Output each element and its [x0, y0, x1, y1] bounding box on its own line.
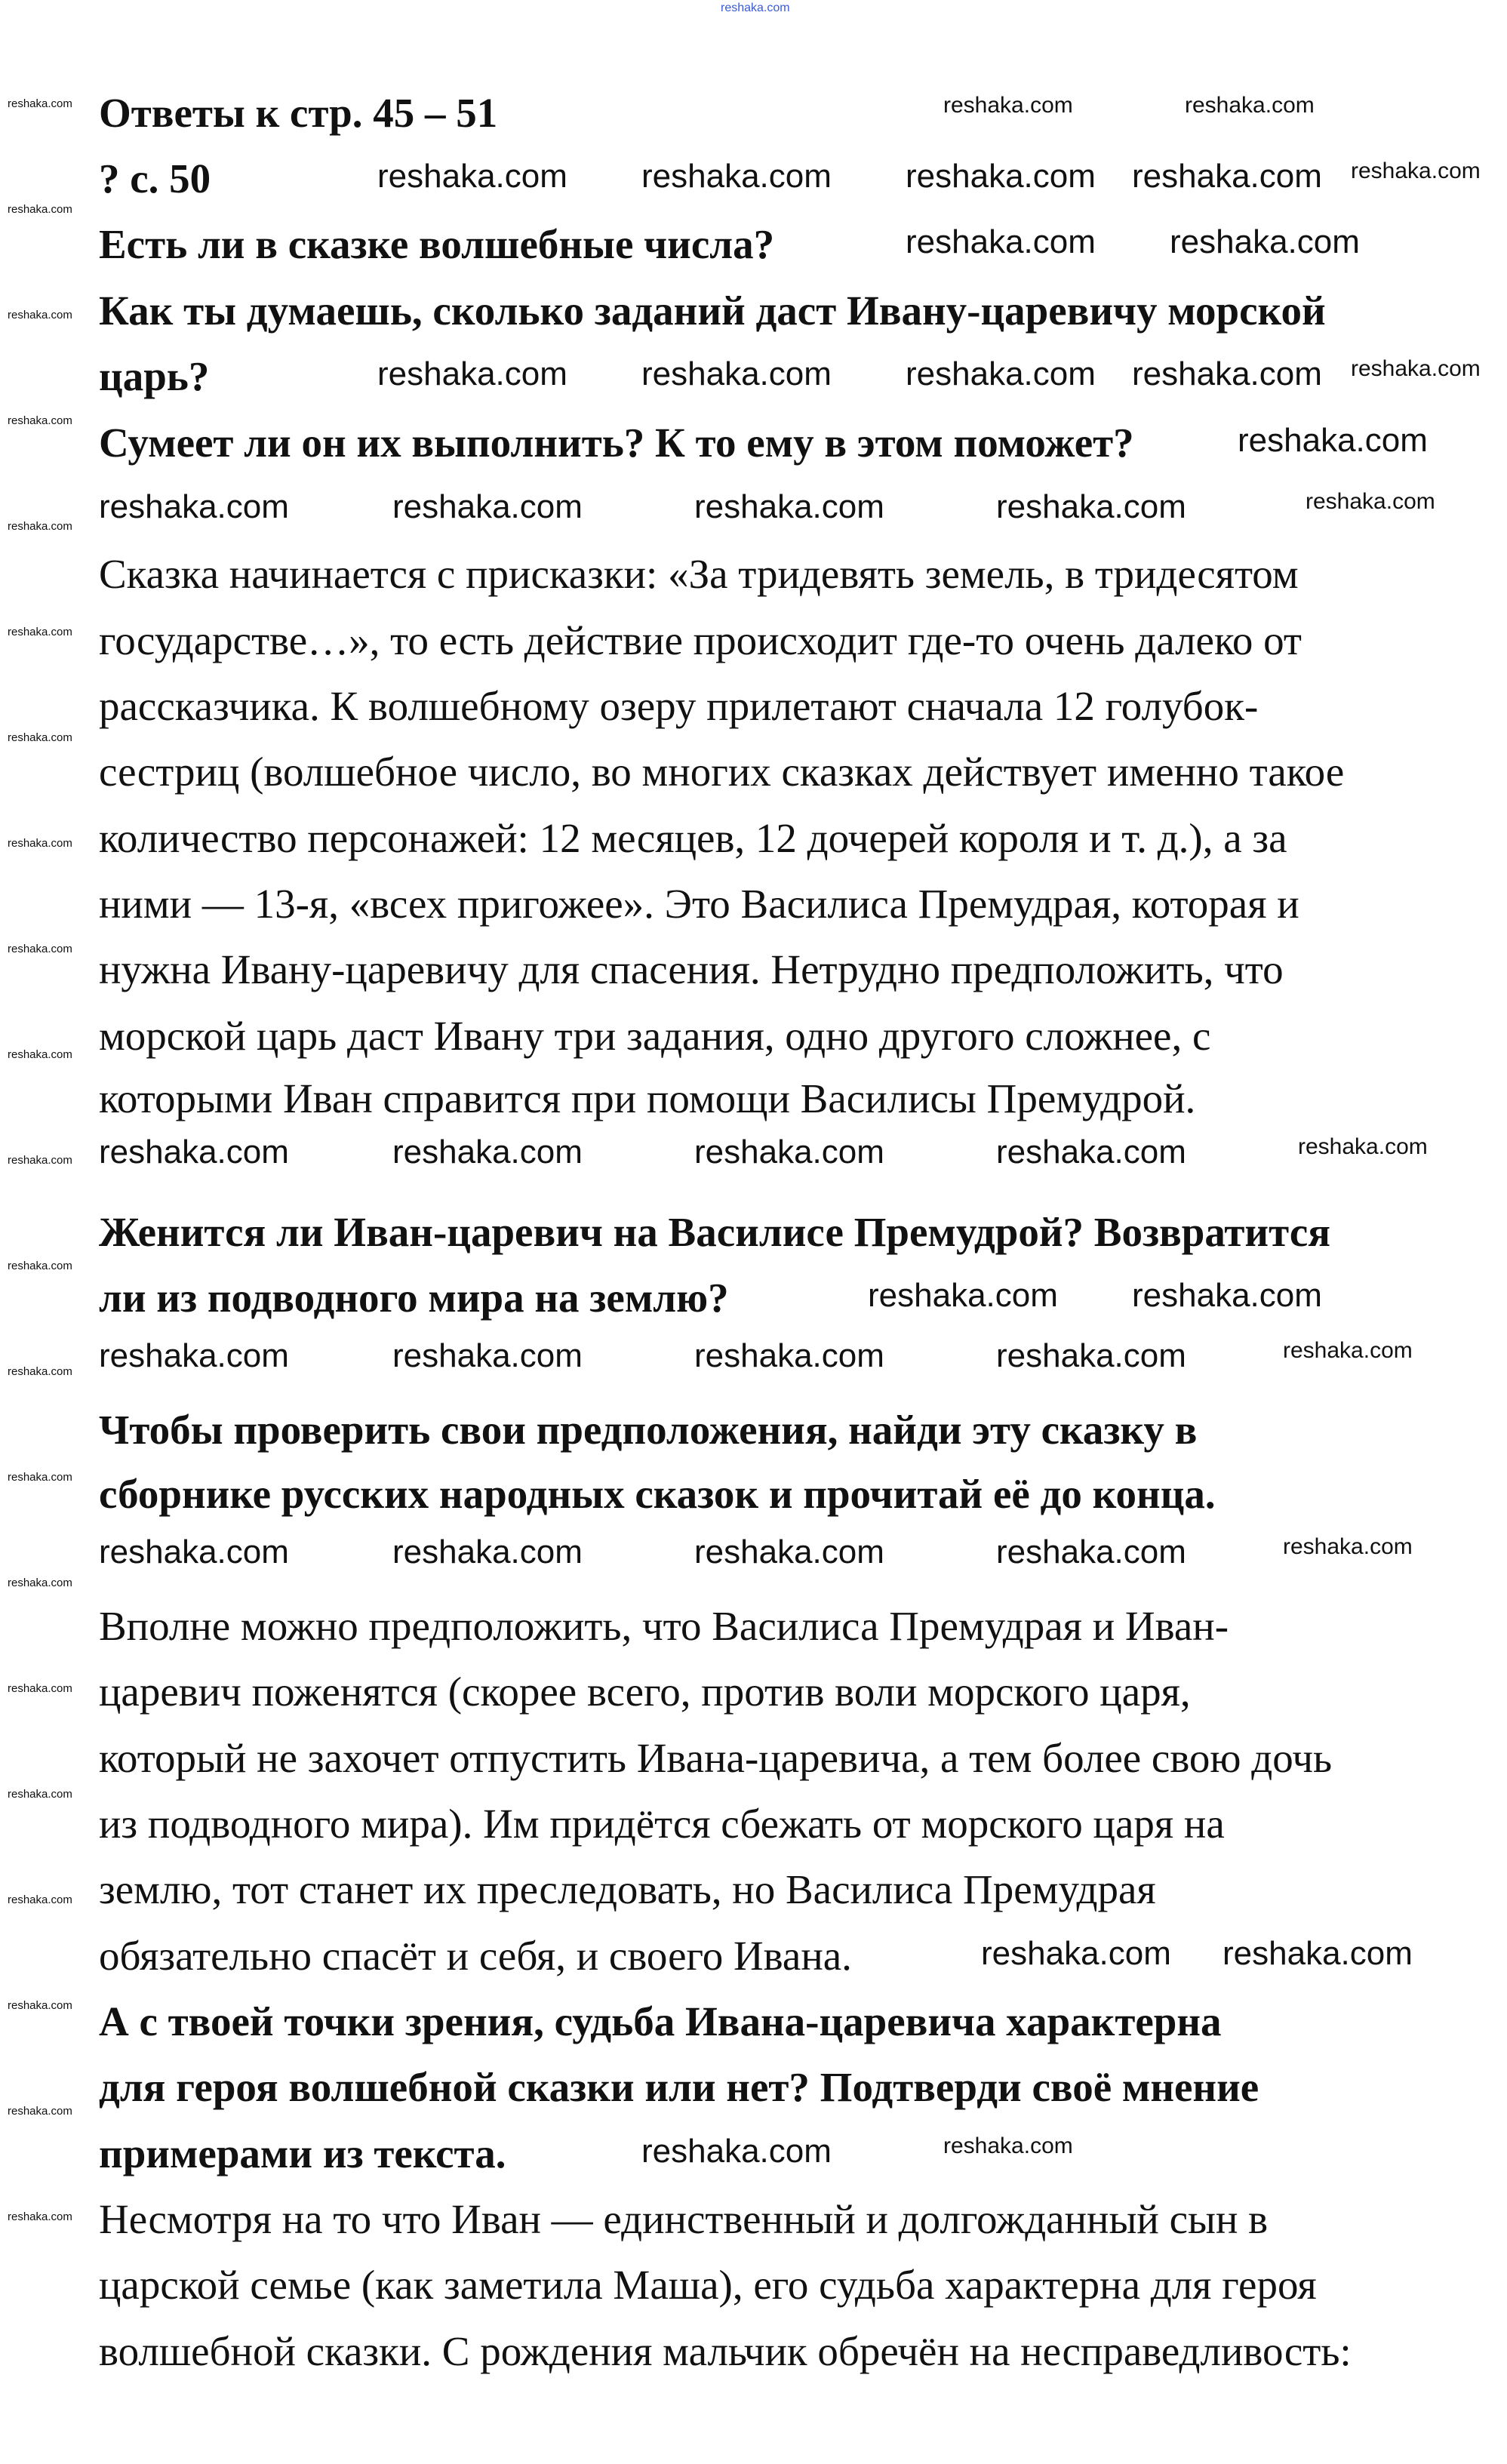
watermark: reshaka.com	[8, 2105, 72, 2118]
watermark: reshaka.com	[392, 1533, 583, 1570]
watermark: reshaka.com	[641, 158, 832, 195]
watermark: reshaka.com	[8, 943, 72, 955]
watermark: reshaka.com	[8, 1365, 72, 1378]
watermark: reshaka.com	[868, 1277, 1058, 1314]
watermark: reshaka.com	[99, 1134, 289, 1170]
question-text-line: для героя волшебной сказки или нет? Подтверди своё мнение	[99, 2064, 1259, 2110]
watermark: reshaka.com	[906, 158, 1096, 195]
watermark: reshaka.com	[1170, 223, 1360, 260]
watermark: reshaka.com	[8, 414, 72, 427]
watermark: reshaka.com	[1351, 356, 1481, 381]
watermark: reshaka.com	[906, 355, 1096, 392]
watermark: reshaka.com	[8, 1999, 72, 2012]
watermark: reshaka.com	[8, 1471, 72, 1484]
watermark: reshaka.com	[996, 1134, 1186, 1170]
watermark: reshaka.com	[996, 488, 1186, 525]
watermark: reshaka.com	[943, 2133, 1073, 2158]
watermark: reshaka.com	[392, 488, 583, 525]
question-text-line: царь?	[99, 353, 210, 399]
watermark: reshaka.com	[8, 1048, 72, 1061]
watermark: reshaka.com	[1223, 1935, 1413, 1972]
watermark: reshaka.com	[1132, 158, 1322, 195]
question-text-line: Чтобы проверить свои предположения, найди эту сказку в	[99, 1407, 1198, 1453]
question-text-line: Есть ли в сказке волшебные числа?	[99, 221, 775, 267]
watermark: reshaka.com	[8, 1788, 72, 1801]
answer-text-line: Вполне можно предположить, что Василиса Премудрая и Иван-	[99, 1603, 1229, 1649]
watermark: reshaka.com	[906, 223, 1096, 260]
answer-text-line: сестриц (волшебное число, во многих сказках действует именно такое	[99, 749, 1345, 795]
watermark: reshaka.com	[99, 488, 289, 525]
question-text-line: Женится ли Иван-царевич на Василисе Премудрой? Возвратится	[99, 1209, 1330, 1255]
watermark: reshaka.com	[694, 1533, 884, 1570]
watermark: reshaka.com	[1351, 158, 1481, 183]
watermark: reshaka.com	[99, 1337, 289, 1374]
question-text-line: ли из подводного мира на землю?	[99, 1275, 729, 1321]
answer-text-line: нужна Ивану-царевичу для спасения. Нетрудно предположить, что	[99, 946, 1284, 992]
watermark: reshaka.com	[8, 837, 72, 850]
question-text-line: Как ты думаешь, сколько заданий даст Ивану-царевичу морской	[99, 288, 1326, 334]
answer-text-line: обязательно спасёт и себя, и своего Ивана.	[99, 1933, 852, 1979]
watermark: reshaka.com	[943, 93, 1073, 118]
answer-text-line: рассказчика. К волшебному озеру прилетают сначала 12 голубок-	[99, 683, 1259, 729]
question-text-line: ? с. 50	[99, 155, 211, 201]
answer-text-line: из подводного мира). Им придётся сбежать от морского царя на	[99, 1801, 1225, 1847]
answer-text-line: царевич поженятся (скорее всего, против воли морского царя,	[99, 1669, 1191, 1715]
watermark: reshaka.com	[8, 1682, 72, 1695]
watermark: reshaka.com	[8, 520, 72, 533]
watermark: reshaka.com	[1132, 1277, 1322, 1314]
question-text-line: Ответы к стр. 45 – 51	[99, 90, 498, 136]
answer-text-line: количество персонажей: 12 месяцев, 12 дочерей короля и т. д.), а за	[99, 815, 1287, 861]
watermark: reshaka.com	[8, 309, 72, 321]
watermark: reshaka.com	[8, 203, 72, 216]
watermark: reshaka.com	[8, 2210, 72, 2223]
question-text-line: Сумеет ли он их выполнить? К то ему в этом поможет?	[99, 420, 1134, 466]
watermark: reshaka.com	[996, 1533, 1186, 1570]
watermark: reshaka.com	[8, 626, 72, 638]
watermark: reshaka.com	[1185, 93, 1315, 118]
watermark: reshaka.com	[392, 1337, 583, 1374]
watermark: reshaka.com	[694, 488, 884, 525]
question-text-line: А с твоей точки зрения, судьба Ивана-царевича характерна	[99, 1998, 1222, 2044]
watermark: reshaka.com	[694, 1134, 884, 1170]
watermark: reshaka.com	[641, 355, 832, 392]
watermark: reshaka.com	[392, 1134, 583, 1170]
answer-text-line: государстве…», то есть действие происходит где-то очень далеко от	[99, 617, 1302, 663]
watermark: reshaka.com	[1283, 1338, 1413, 1363]
watermark: reshaka.com	[981, 1935, 1171, 1972]
header-watermark: reshaka.com	[721, 2, 790, 14]
watermark: reshaka.com	[377, 355, 567, 392]
answer-text-line: землю, тот станет их преследовать, но Василиса Премудрая	[99, 1866, 1156, 1912]
answer-text-line: царской семье (как заметила Маша), его судьба характерна для героя	[99, 2262, 1317, 2308]
watermark: reshaka.com	[8, 1577, 72, 1589]
answer-text-line: ними — 13-я, «всех пригожее». Это Василиса Премудрая, которая и	[99, 881, 1299, 927]
answer-text-line: который не захочет отпустить Ивана-царевича, а тем более свою дочь	[99, 1735, 1333, 1781]
answer-text-line: волшебной сказки. С рождения мальчик обречён на несправедливость:	[99, 2328, 1352, 2374]
answer-text-line: Несмотря на то что Иван — единственный и долгожданный сын в	[99, 2196, 1269, 2242]
watermark: reshaka.com	[1132, 355, 1322, 392]
watermark: reshaka.com	[1298, 1134, 1428, 1159]
watermark: reshaka.com	[99, 1533, 289, 1570]
watermark: reshaka.com	[377, 158, 567, 195]
watermark: reshaka.com	[641, 2133, 832, 2170]
watermark: reshaka.com	[8, 1893, 72, 1906]
answer-text-line: морской царь даст Ивану три задания, одно другого сложнее, с	[99, 1013, 1211, 1059]
answer-text-line: Сказка начинается с присказки: «За тридевять земель, в тридесятом	[99, 551, 1299, 597]
watermark: reshaka.com	[1283, 1534, 1413, 1559]
watermark: reshaka.com	[8, 1260, 72, 1272]
watermark: reshaka.com	[1306, 489, 1435, 514]
watermark: reshaka.com	[8, 1154, 72, 1167]
watermark: reshaka.com	[694, 1337, 884, 1374]
watermark: reshaka.com	[1238, 422, 1428, 459]
question-text-line: примерами из текста.	[99, 2130, 506, 2176]
watermark: reshaka.com	[8, 731, 72, 744]
answer-text-line: которыми Иван справится при помощи Василисы Премудрой.	[99, 1075, 1196, 1121]
question-text-line: сборнике русских народных сказок и прочитай её до конца.	[99, 1471, 1216, 1517]
watermark: reshaka.com	[996, 1337, 1186, 1374]
watermark: reshaka.com	[8, 97, 72, 110]
